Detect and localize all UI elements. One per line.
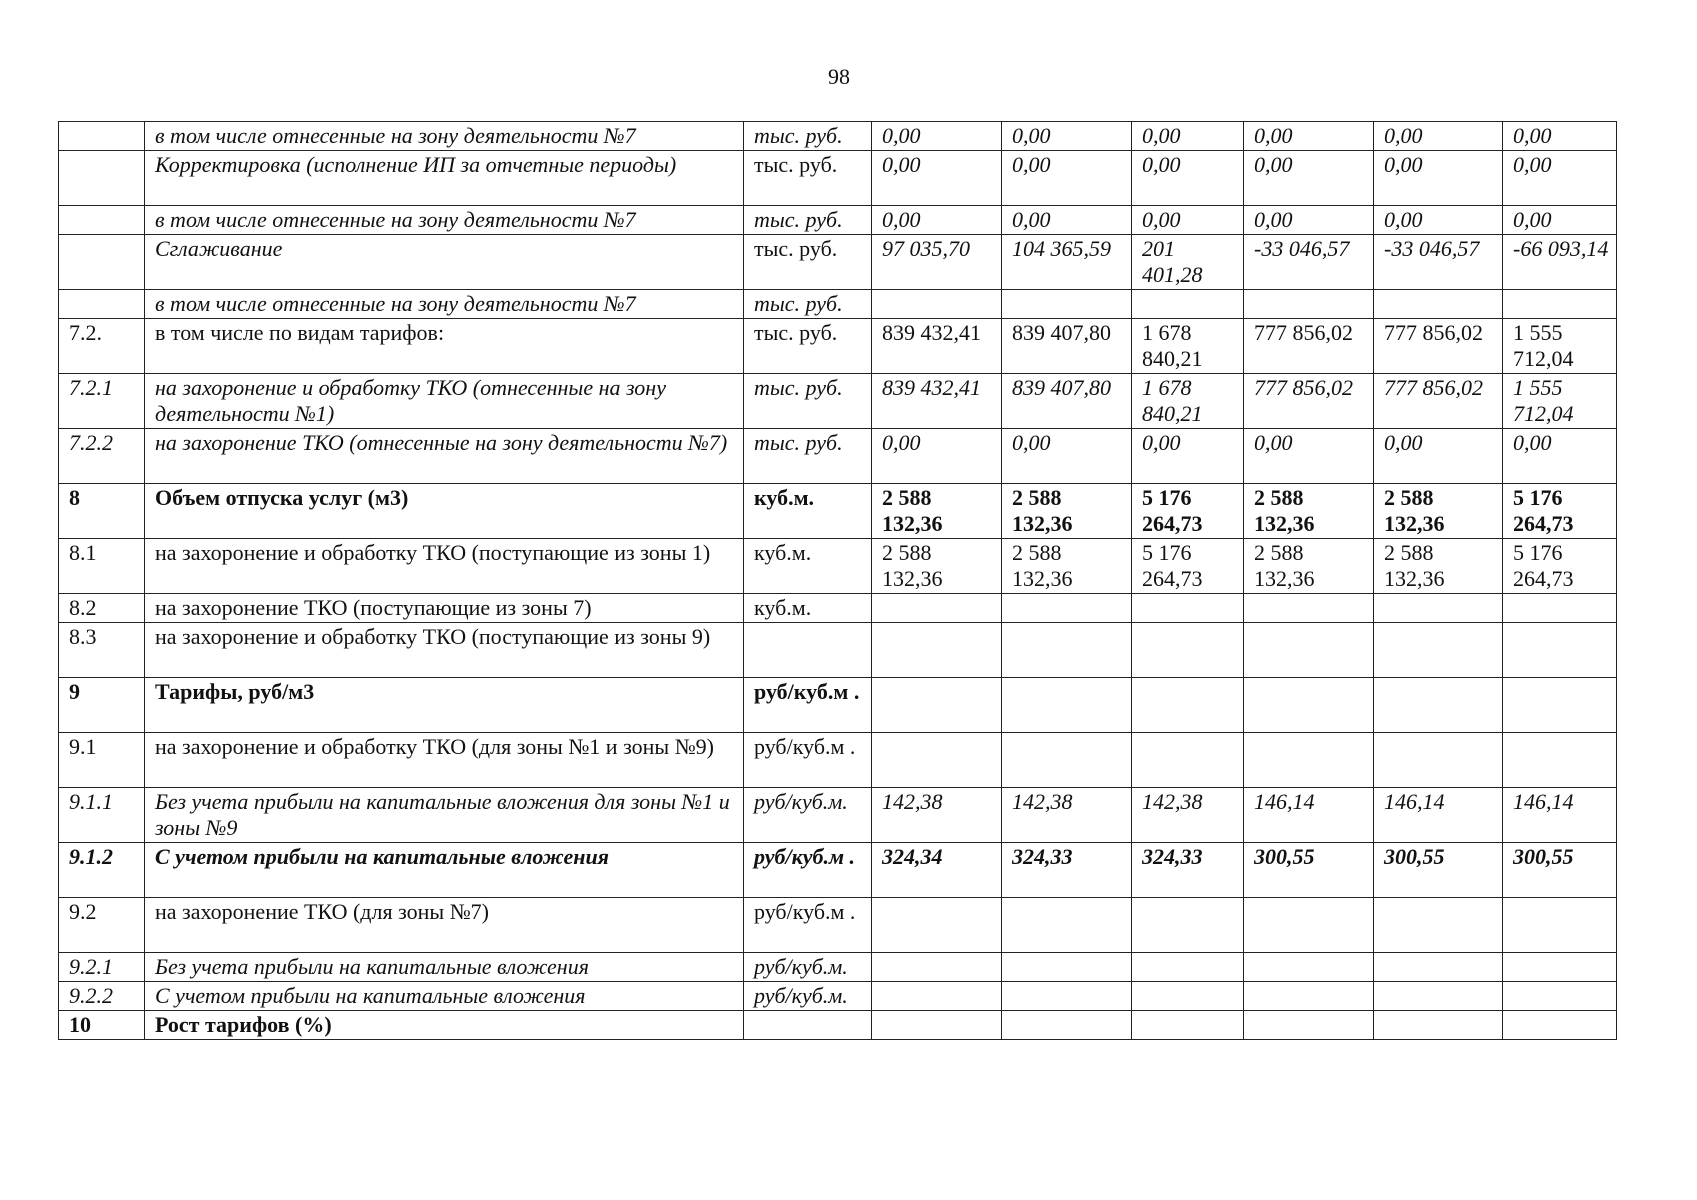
row-value: 0,00 <box>1132 151 1244 206</box>
row-value: 0,00 <box>1002 151 1132 206</box>
row-value <box>1002 1011 1132 1040</box>
row-value: 5 176 264,73 <box>1503 484 1617 539</box>
row-unit: тыс. руб. <box>744 206 872 235</box>
row-name: Без учета прибыли на капитальные вложения для зоны №1 и зоны №9 <box>145 788 744 843</box>
row-value <box>872 594 1002 623</box>
row-value: 0,00 <box>872 206 1002 235</box>
row-value: 2 588 132,36 <box>1374 539 1503 594</box>
row-value <box>1132 290 1244 319</box>
row-value <box>872 953 1002 982</box>
row-value: 324,33 <box>1132 843 1244 898</box>
row-value: 0,00 <box>872 429 1002 484</box>
row-value <box>1503 290 1617 319</box>
row-value <box>1132 594 1244 623</box>
row-name: на захоронение ТКО (для зоны №7) <box>145 898 744 953</box>
row-number: 9.1.2 <box>59 843 145 898</box>
row-unit: куб.м. <box>744 594 872 623</box>
row-value: 839 432,41 <box>872 374 1002 429</box>
row-unit: руб/куб.м . <box>744 898 872 953</box>
row-name: в том числе по видам тарифов: <box>145 319 744 374</box>
row-number: 10 <box>59 1011 145 1040</box>
row-value: 201 401,28 <box>1132 235 1244 290</box>
row-name: Тарифы, руб/м3 <box>145 678 744 733</box>
table-row <box>59 290 1617 319</box>
row-name: на захоронение и обработку ТКО (отнесенные на зону деятельности №1) <box>145 374 744 429</box>
row-value <box>1002 594 1132 623</box>
table-row <box>59 898 1617 953</box>
row-unit: руб/куб.м. <box>744 788 872 843</box>
row-number: 7.2.2 <box>59 429 145 484</box>
row-value <box>872 1011 1002 1040</box>
row-value: 0,00 <box>872 122 1002 151</box>
row-unit: куб.м. <box>744 484 872 539</box>
row-value: 324,33 <box>1002 843 1132 898</box>
row-value <box>1002 953 1132 982</box>
table-row <box>59 953 1617 982</box>
table-row <box>59 1011 1617 1040</box>
row-name: на захоронение и обработку ТКО (для зоны №1 и зоны №9) <box>145 733 744 788</box>
row-value: 0,00 <box>1002 206 1132 235</box>
row-value <box>1002 982 1132 1011</box>
row-value <box>1503 733 1617 788</box>
row-value: 0,00 <box>1132 429 1244 484</box>
row-value: 300,55 <box>1374 843 1503 898</box>
row-value <box>1374 290 1503 319</box>
table-row <box>59 733 1617 788</box>
row-value: 324,34 <box>872 843 1002 898</box>
row-value: 0,00 <box>1374 429 1503 484</box>
row-value: 0,00 <box>1503 122 1617 151</box>
row-value <box>872 733 1002 788</box>
row-number: 9.2.2 <box>59 982 145 1011</box>
table-row <box>59 151 1617 206</box>
row-name: Сглаживание <box>145 235 744 290</box>
row-value <box>1244 982 1374 1011</box>
row-number: 9.2 <box>59 898 145 953</box>
row-value: 5 176 264,73 <box>1503 539 1617 594</box>
row-value: 2 588 132,36 <box>1002 484 1132 539</box>
row-number <box>59 151 145 206</box>
row-value: 1 555 712,04 <box>1503 374 1617 429</box>
row-value <box>1002 290 1132 319</box>
row-unit <box>744 1011 872 1040</box>
row-value: 146,14 <box>1244 788 1374 843</box>
row-name: в том числе отнесенные на зону деятельности №7 <box>145 122 744 151</box>
row-value: 1 555 712,04 <box>1503 319 1617 374</box>
row-value: 5 176 264,73 <box>1132 484 1244 539</box>
row-value: 0,00 <box>1503 206 1617 235</box>
row-value <box>1374 678 1503 733</box>
row-name: на захоронение ТКО (поступающие из зоны 7) <box>145 594 744 623</box>
row-value <box>1244 678 1374 733</box>
row-value <box>1503 678 1617 733</box>
row-value: 146,14 <box>1374 788 1503 843</box>
row-value: 839 407,80 <box>1002 374 1132 429</box>
row-number <box>59 122 145 151</box>
row-value <box>1503 982 1617 1011</box>
row-number: 8.3 <box>59 623 145 678</box>
row-unit: руб/куб.м . <box>744 678 872 733</box>
row-value: 0,00 <box>1244 151 1374 206</box>
row-value: -66 093,14 <box>1503 235 1617 290</box>
row-value: 2 588 132,36 <box>872 539 1002 594</box>
row-name: в том числе отнесенные на зону деятельности №7 <box>145 206 744 235</box>
row-value <box>1244 1011 1374 1040</box>
row-value: 839 407,80 <box>1002 319 1132 374</box>
row-value: 146,14 <box>1503 788 1617 843</box>
row-value <box>1244 898 1374 953</box>
row-value: 0,00 <box>1503 151 1617 206</box>
row-unit: тыс. руб. <box>744 122 872 151</box>
table-body <box>59 122 1617 1040</box>
row-value: 5 176 264,73 <box>1132 539 1244 594</box>
row-value <box>1374 982 1503 1011</box>
row-value <box>1002 623 1132 678</box>
row-value <box>1374 1011 1503 1040</box>
row-value <box>1503 1011 1617 1040</box>
row-number: 8.1 <box>59 539 145 594</box>
row-value: 300,55 <box>1503 843 1617 898</box>
row-value: 0,00 <box>1244 429 1374 484</box>
row-name: С учетом прибыли на капитальные вложения <box>145 982 744 1011</box>
row-value: 0,00 <box>872 151 1002 206</box>
row-number: 7.2. <box>59 319 145 374</box>
row-value <box>1132 898 1244 953</box>
row-value <box>1374 953 1503 982</box>
table-row <box>59 374 1617 429</box>
table-row <box>59 982 1617 1011</box>
row-name: на захоронение и обработку ТКО (поступающие из зоны 1) <box>145 539 744 594</box>
row-value: 2 588 132,36 <box>1002 539 1132 594</box>
row-value <box>1374 594 1503 623</box>
tariff-table <box>58 121 1617 1040</box>
table-row <box>59 843 1617 898</box>
table-row <box>59 319 1617 374</box>
row-value <box>1132 953 1244 982</box>
row-value: 97 035,70 <box>872 235 1002 290</box>
row-value: 0,00 <box>1244 206 1374 235</box>
table-row <box>59 594 1617 623</box>
row-number: 9.1 <box>59 733 145 788</box>
row-unit: тыс. руб. <box>744 374 872 429</box>
row-value <box>1503 623 1617 678</box>
row-value <box>1244 290 1374 319</box>
table-row <box>59 484 1617 539</box>
row-unit <box>744 623 872 678</box>
row-unit: тыс. руб. <box>744 151 872 206</box>
row-name: С учетом прибыли на капитальные вложения <box>145 843 744 898</box>
row-value: 1 678 840,21 <box>1132 374 1244 429</box>
row-name: на захоронение ТКО (отнесенные на зону деятельности №7) <box>145 429 744 484</box>
row-number <box>59 206 145 235</box>
row-value <box>1132 678 1244 733</box>
row-value <box>872 898 1002 953</box>
row-name: Без учета прибыли на капитальные вложения <box>145 953 744 982</box>
row-value: 2 588 132,36 <box>1244 539 1374 594</box>
row-number <box>59 290 145 319</box>
row-number: 9 <box>59 678 145 733</box>
row-value: 142,38 <box>872 788 1002 843</box>
row-number: 9.2.1 <box>59 953 145 982</box>
row-value <box>1132 982 1244 1011</box>
row-value <box>872 678 1002 733</box>
row-value: 104 365,59 <box>1002 235 1132 290</box>
row-number: 8.2 <box>59 594 145 623</box>
table-row <box>59 788 1617 843</box>
row-value: 1 678 840,21 <box>1132 319 1244 374</box>
row-number <box>59 235 145 290</box>
row-value: 300,55 <box>1244 843 1374 898</box>
row-name: на захоронение и обработку ТКО (поступающие из зоны 9) <box>145 623 744 678</box>
row-unit: руб/куб.м . <box>744 843 872 898</box>
row-name: Объем отпуска услуг (м3) <box>145 484 744 539</box>
row-value <box>1244 623 1374 678</box>
row-value: 777 856,02 <box>1374 374 1503 429</box>
row-value <box>1002 898 1132 953</box>
row-value: 2 588 132,36 <box>872 484 1002 539</box>
row-unit: тыс. руб. <box>744 235 872 290</box>
table-row <box>59 429 1617 484</box>
row-value: 0,00 <box>1374 122 1503 151</box>
row-name: в том числе отнесенные на зону деятельности №7 <box>145 290 744 319</box>
row-value: 777 856,02 <box>1244 374 1374 429</box>
row-number: 8 <box>59 484 145 539</box>
table-row <box>59 206 1617 235</box>
row-value: 0,00 <box>1374 151 1503 206</box>
row-name: Корректировка (исполнение ИП за отчетные периоды) <box>145 151 744 206</box>
row-value <box>1132 733 1244 788</box>
row-value: 0,00 <box>1002 429 1132 484</box>
row-value <box>1374 733 1503 788</box>
row-value <box>1002 678 1132 733</box>
row-unit: куб.м. <box>744 539 872 594</box>
row-value: 2 588 132,36 <box>1374 484 1503 539</box>
row-unit: руб/куб.м. <box>744 982 872 1011</box>
row-unit: тыс. руб. <box>744 319 872 374</box>
row-value <box>1244 953 1374 982</box>
row-value: 777 856,02 <box>1374 319 1503 374</box>
row-unit: тыс. руб. <box>744 290 872 319</box>
row-value: 0,00 <box>1374 206 1503 235</box>
row-value <box>1374 898 1503 953</box>
table-row <box>59 678 1617 733</box>
table-row <box>59 122 1617 151</box>
table-row <box>59 539 1617 594</box>
row-value <box>1374 623 1503 678</box>
row-value: 839 432,41 <box>872 319 1002 374</box>
row-value: 0,00 <box>1244 122 1374 151</box>
row-number: 9.1.1 <box>59 788 145 843</box>
row-unit: тыс. руб. <box>744 429 872 484</box>
row-value <box>872 290 1002 319</box>
row-value: 0,00 <box>1503 429 1617 484</box>
row-value: -33 046,57 <box>1244 235 1374 290</box>
row-value: 0,00 <box>1132 122 1244 151</box>
row-value <box>1244 733 1374 788</box>
row-number: 7.2.1 <box>59 374 145 429</box>
row-value: 0,00 <box>1132 206 1244 235</box>
row-value <box>872 623 1002 678</box>
page-number: 98 <box>828 64 850 89</box>
row-value <box>1503 953 1617 982</box>
row-value: 142,38 <box>1132 788 1244 843</box>
row-value <box>1002 733 1132 788</box>
row-value <box>1244 594 1374 623</box>
row-value: -33 046,57 <box>1374 235 1503 290</box>
row-unit: руб/куб.м . <box>744 733 872 788</box>
row-value: 0,00 <box>1002 122 1132 151</box>
row-value <box>1132 1011 1244 1040</box>
row-value <box>872 982 1002 1011</box>
row-value: 777 856,02 <box>1244 319 1374 374</box>
table-row <box>59 623 1617 678</box>
row-value <box>1503 594 1617 623</box>
row-value <box>1132 623 1244 678</box>
row-value: 2 588 132,36 <box>1244 484 1374 539</box>
table-row <box>59 235 1617 290</box>
row-value: 142,38 <box>1002 788 1132 843</box>
row-unit: руб/куб.м. <box>744 953 872 982</box>
row-name: Рост тарифов (%) <box>145 1011 744 1040</box>
row-value <box>1503 898 1617 953</box>
